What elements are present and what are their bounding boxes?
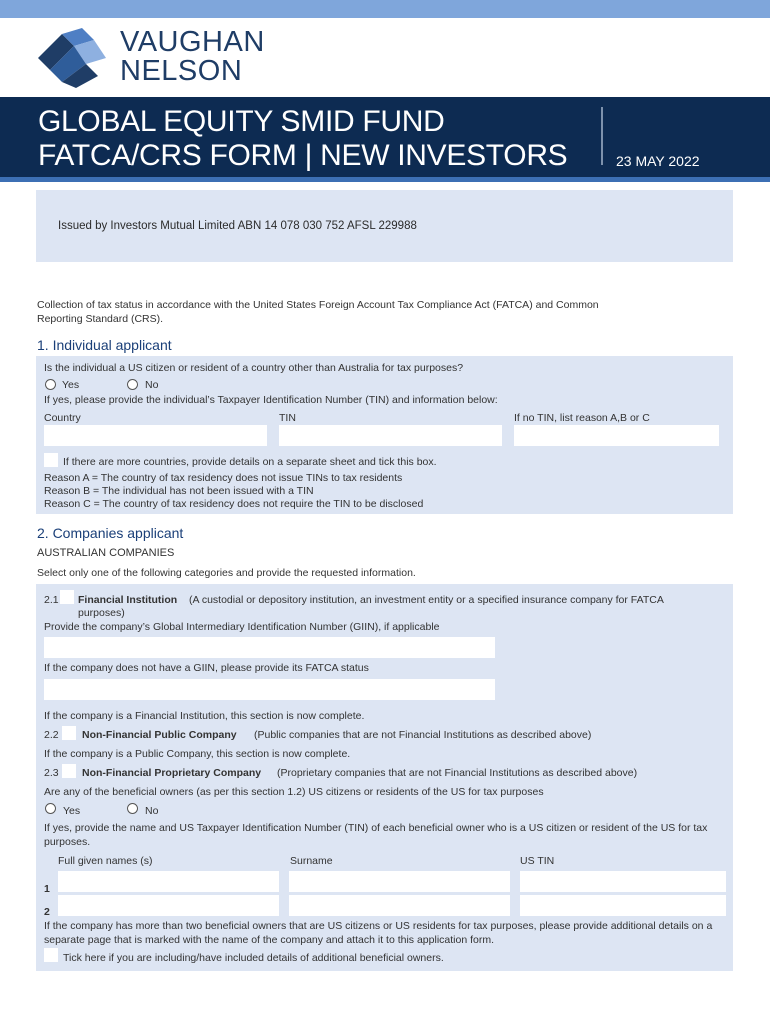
brand-name [120, 28, 265, 86]
individual-yes-label: Yes [62, 379, 80, 391]
owners-no-radio[interactable] [127, 803, 138, 814]
additional-owners-checkbox[interactable] [44, 948, 58, 962]
owner-row-1-number: 1 [44, 883, 50, 895]
giin-input[interactable] [44, 637, 495, 658]
owner-row-2-number: 2 [44, 906, 50, 918]
australian-companies-heading: AUSTRALIAN COMPANIES [37, 547, 175, 559]
country-column-label: Country [44, 412, 81, 424]
more-countries-label: If there are more countries, provide details on a separate sheet and tick this box. [63, 456, 437, 468]
additional-owners-label: Tick here if you are including/have included details of additional beneficial owners. [63, 952, 444, 964]
owner-2-given-names-input[interactable] [58, 895, 279, 916]
us-tin-column-label: US TIN [520, 855, 555, 867]
tin-column-label: TIN [279, 412, 296, 424]
owners-tin-instructions: If yes, provide the name and US Taxpayer Identification Number (TIN) of each beneficial owner who is a US citizen or resident of the US for tax purposes. [44, 822, 708, 848]
vaughan-nelson-logo-icon [36, 26, 108, 90]
fatca-status-prompt: If the company does not have a GIIN, please provide its FATCA status [44, 662, 369, 674]
owner-2-surname-input[interactable] [289, 895, 510, 916]
proprietary-company-description: (Proprietary companies that are not Financial Institutions as described above) [277, 767, 638, 779]
more-countries-checkbox[interactable] [44, 453, 58, 467]
surname-column-label: Surname [290, 855, 333, 867]
financial-institution-checkbox[interactable] [60, 590, 74, 604]
title-line-2: FATCA/CRS FORM | NEW INVESTORS [38, 139, 568, 172]
reason-a-text: Reason A = The country of tax residency does not issue TINs to tax residents [44, 472, 403, 484]
proprietary-company-label: Non-Financial Proprietary Company [82, 767, 262, 779]
owner-1-given-names-input[interactable] [58, 871, 279, 892]
more-owners-note: If the company has more than two beneficial owners that are US citizens or US residents for tax purposes, please provide additional details on a separate page that is marked with the name of the company and attach it to this application form. [44, 920, 713, 946]
giin-prompt: Provide the company’s Global Intermediary Identification Number (GIIN), if applicable [44, 621, 440, 633]
brand-line-2: NELSON [120, 55, 243, 87]
issuer-text: Issued by Investors Mutual Limited ABN 14 078 030 752 AFSL 229988 [58, 220, 417, 232]
intro-text: Collection of tax status in accordance with the United States Foreign Account Tax Compliance Act (FATCA) and Common Reporting Standard (CRS). [37, 299, 599, 325]
country-input[interactable] [44, 425, 267, 446]
category-2-1-number: 2.1 [44, 594, 59, 606]
owner-1-surname-input[interactable] [289, 871, 510, 892]
tin-input[interactable] [279, 425, 502, 446]
reason-input[interactable] [514, 425, 719, 446]
financial-institution-description-cont: purposes) [78, 607, 125, 619]
fi-complete-note: If the company is a Financial Institution, this section is now complete. [44, 710, 365, 722]
title-line-1: GLOBAL EQUITY SMID FUND [38, 105, 445, 138]
form-date: 23 MAY 2022 [616, 153, 700, 169]
issuer-box [36, 190, 733, 262]
page-title [38, 105, 567, 173]
public-company-description: (Public companies that are not Financial Institutions as described above) [254, 729, 592, 741]
section-1-title: 1. Individual applicant [37, 337, 172, 353]
owner-2-us-tin-input[interactable] [520, 895, 726, 916]
beneficial-owners-question: Are any of the beneficial owners (as per this section 1.2) US citizens or residents of the US for tax purposes [44, 786, 544, 798]
individual-no-label: No [145, 379, 159, 391]
us-citizen-question: Is the individual a US citizen or resident of a country other than Australia for tax purposes? [44, 362, 464, 374]
given-names-column-label: Full given names (s) [58, 855, 153, 867]
category-instruction: Select only one of the following categories and provide the requested information. [37, 567, 416, 579]
owners-no-label: No [145, 805, 159, 817]
individual-yes-radio[interactable] [45, 379, 56, 390]
financial-institution-description: (A custodial or depository institution, an investment entity or a specified insurance company for FATCA [189, 594, 664, 606]
banner-divider [601, 107, 603, 165]
section-2-panel [36, 584, 733, 971]
section-1-panel [36, 356, 733, 514]
public-company-label: Non-Financial Public Company [82, 729, 237, 741]
owners-yes-label: Yes [63, 805, 81, 817]
reason-b-text: Reason B = The individual has not been issued with a TIN [44, 485, 314, 497]
individual-no-radio[interactable] [127, 379, 138, 390]
reason-column-label: If no TIN, list reason A,B or C [514, 412, 650, 424]
reason-c-text: Reason C = The country of tax residency does not require the TIN to be disclosed [44, 498, 424, 510]
public-company-checkbox[interactable] [62, 726, 76, 740]
tin-instructions: If yes, please provide the individual’s Taxpayer Identification Number (TIN) and information below: [44, 394, 498, 406]
owner-1-us-tin-input[interactable] [520, 871, 726, 892]
brand-line-1: VAUGHAN [120, 26, 265, 58]
pc-complete-note: If the company is a Public Company, this section is now complete. [44, 748, 351, 760]
section-2-title: 2. Companies applicant [37, 525, 184, 541]
fatca-status-input[interactable] [44, 679, 495, 700]
top-accent-bar [0, 0, 770, 18]
category-2-3-number: 2.3 [44, 767, 59, 779]
owners-yes-radio[interactable] [45, 803, 56, 814]
category-2-2-number: 2.2 [44, 729, 59, 741]
banner-stripe [0, 177, 770, 182]
financial-institution-label: Financial Institution [78, 594, 178, 606]
proprietary-company-checkbox[interactable] [62, 764, 76, 778]
